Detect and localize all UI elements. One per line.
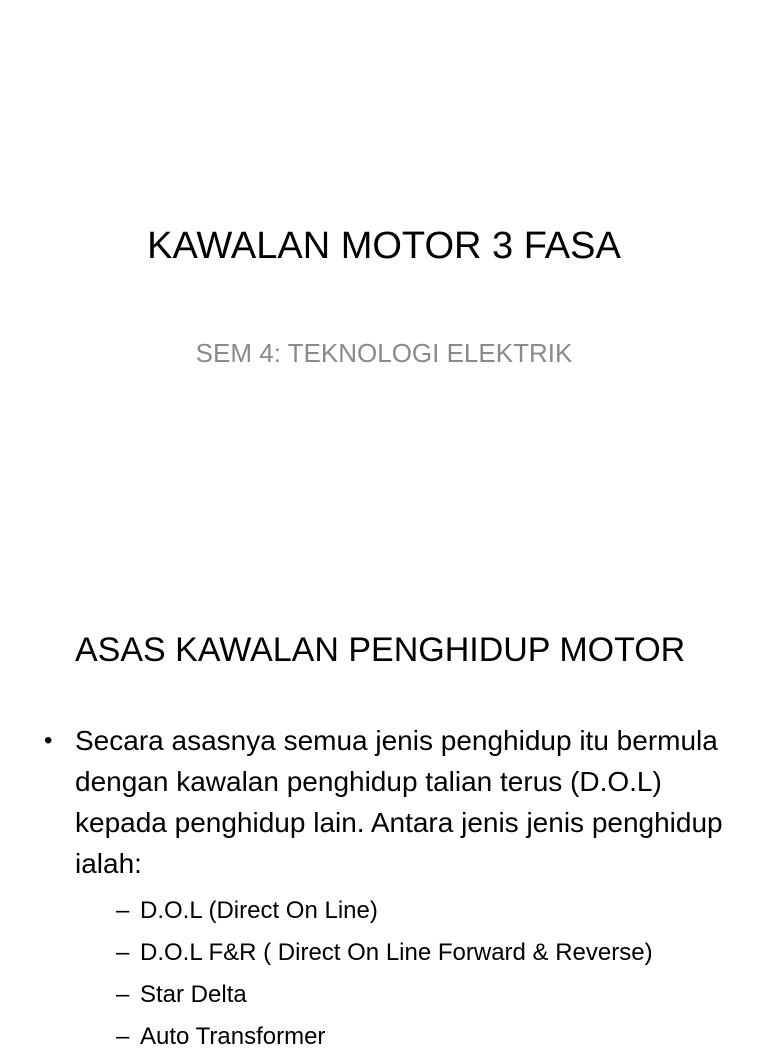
dash-marker: – [116, 1023, 130, 1050]
bullet-text: Secara asasnya semua jenis penghidup itu bermula dengan kawalan penghidup talian terus (D.O.L) kepada penghidup lain. Antara jenis jenis penghidup ialah: [75, 725, 723, 879]
sub-item-text: D.O.L (Direct On Line) [140, 897, 378, 924]
sub-item-text: D.O.L F&R ( Direct On Line Forward & Reverse) [140, 939, 653, 966]
sub-item-text: Star Delta [140, 981, 247, 1008]
content-slide-title: ASAS KAWALAN PENGHIDUP MOTOR [75, 631, 686, 669]
bullet-list [44, 720, 744, 1058]
content-slide [0, 590, 768, 1050]
dash-marker: – [116, 939, 130, 966]
sub-item-text: Auto Transformer [140, 1023, 326, 1050]
slide-title: KAWALAN MOTOR 3 FASA [147, 225, 621, 267]
bullet-item [44, 720, 744, 1058]
sub-item-dol-fr [75, 932, 744, 974]
sub-list [75, 890, 744, 1058]
title-slide [0, 0, 768, 520]
sub-item-dol [75, 890, 744, 932]
slide-subtitle: SEM 4: TEKNOLOGI ELEKTRIK [195, 338, 573, 368]
sub-item-star-delta [75, 974, 744, 1016]
sub-item-auto-transformer [75, 1016, 744, 1058]
dash-marker: – [116, 981, 130, 1008]
dash-marker: – [116, 897, 130, 924]
bullet-marker: • [44, 727, 53, 754]
